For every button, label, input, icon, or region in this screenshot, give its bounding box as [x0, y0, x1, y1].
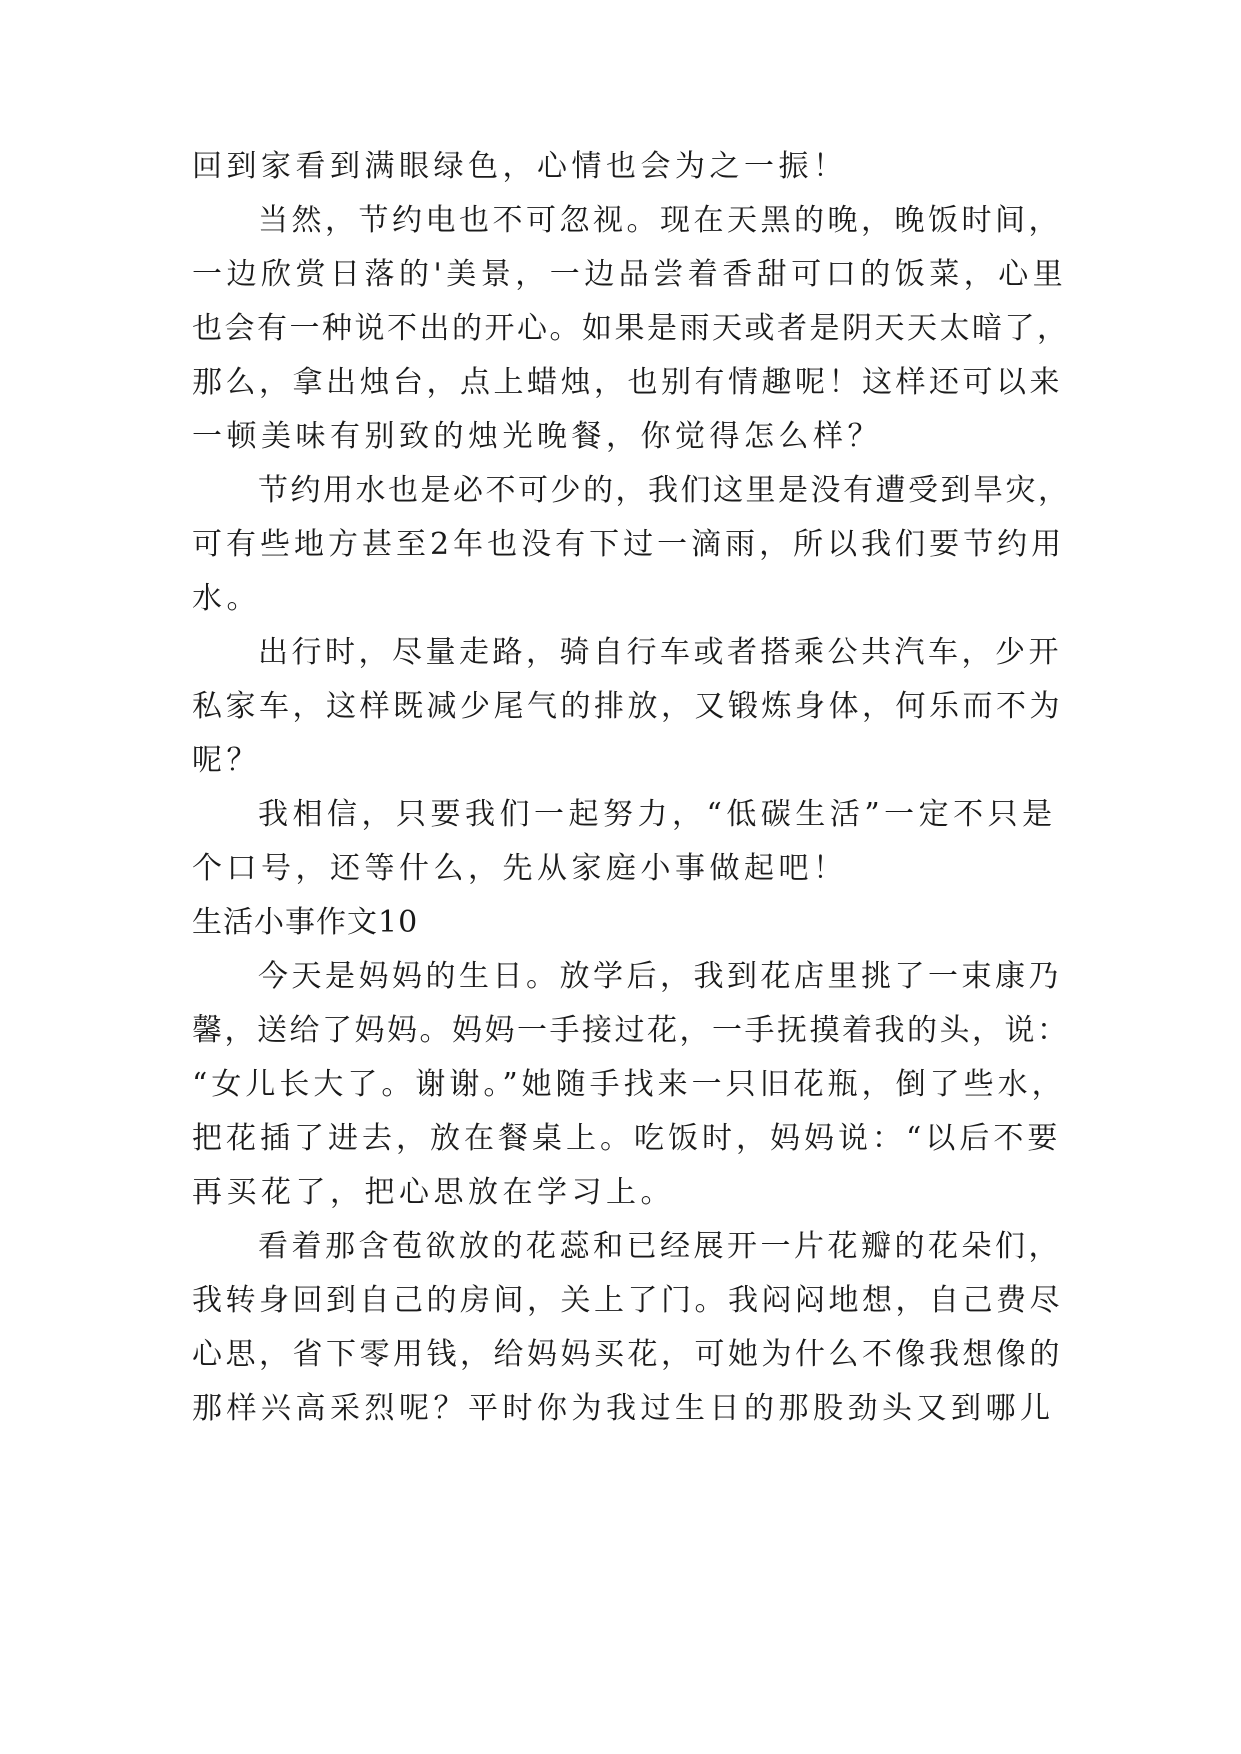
text-line: 水。 [192, 581, 261, 616]
text-line: 一顿美味有别致的烛光晚餐，你觉得怎么样？ [192, 419, 882, 454]
text-line: 回到家看到满眼绿色，心情也会为之一振！ [192, 149, 848, 184]
text-line: 可有些地方甚至2年也没有下过一滴雨，所以我们要节约用 [192, 527, 1066, 562]
paragraph-start-line: 当然，节约电也不可忽视。现在天黑的晚，晚饭时间， [258, 203, 1062, 238]
paragraph-start-line: 我相信，只要我们一起努力，“低碳生活”一定不只是 [258, 797, 1057, 832]
paragraph-start-line: 节约用水也是必不可少的，我们这里是没有遭受到旱灾， [258, 473, 1071, 508]
text-line: 我转身回到自己的房间，关上了门。我闷闷地想，自己费尽 [192, 1283, 1063, 1318]
section-heading: 生活小事作文10 [192, 905, 419, 940]
text-line: 那样兴高采烈呢？平时你为我过生日的那股劲头又到哪儿 [192, 1391, 1055, 1426]
paragraph-start-line: 今天是妈妈的生日。放学后，我到花店里挑了一束康乃 [258, 959, 1062, 994]
text-line: 心思，省下零用钱，给妈妈买花，可她为什么不像我想像的 [192, 1337, 1063, 1372]
text-line: 私家车，这样既减少尾气的排放，又锻炼身体，何乐而不为 [192, 689, 1063, 724]
text-line: “女儿长大了。谢谢。”她随手找来一只旧花瓶，倒了些水， [192, 1067, 1066, 1102]
paragraph-start-line: 看着那含苞欲放的花蕊和已经展开一片花瓣的花朵们， [258, 1229, 1062, 1264]
text-line: 那么，拿出烛台，点上蜡烛，也别有情趣呢！这样还可以来 [192, 365, 1063, 400]
text-line: 再买花了，把心思放在学习上。 [192, 1175, 675, 1210]
text-line: 也会有一种说不出的开心。如果是雨天或者是阴天天太暗了， [192, 311, 1070, 346]
text-line: 呢？ [192, 743, 261, 778]
paragraph-start-line: 出行时，尽量走路，骑自行车或者搭乘公共汽车，少开 [258, 635, 1062, 670]
text-line: 把花插了进去，放在餐桌上。吃饭时，妈妈说：“以后不要 [192, 1121, 1062, 1156]
text-line: 个口号，还等什么，先从家庭小事做起吧！ [192, 851, 848, 886]
text-line: 馨，送给了妈妈。妈妈一手接过花，一手抚摸着我的头，说： [192, 1013, 1070, 1048]
text-line: 一边欣赏日落的'美景，一边品尝着香甜可口的饭菜，心里 [192, 257, 1068, 292]
